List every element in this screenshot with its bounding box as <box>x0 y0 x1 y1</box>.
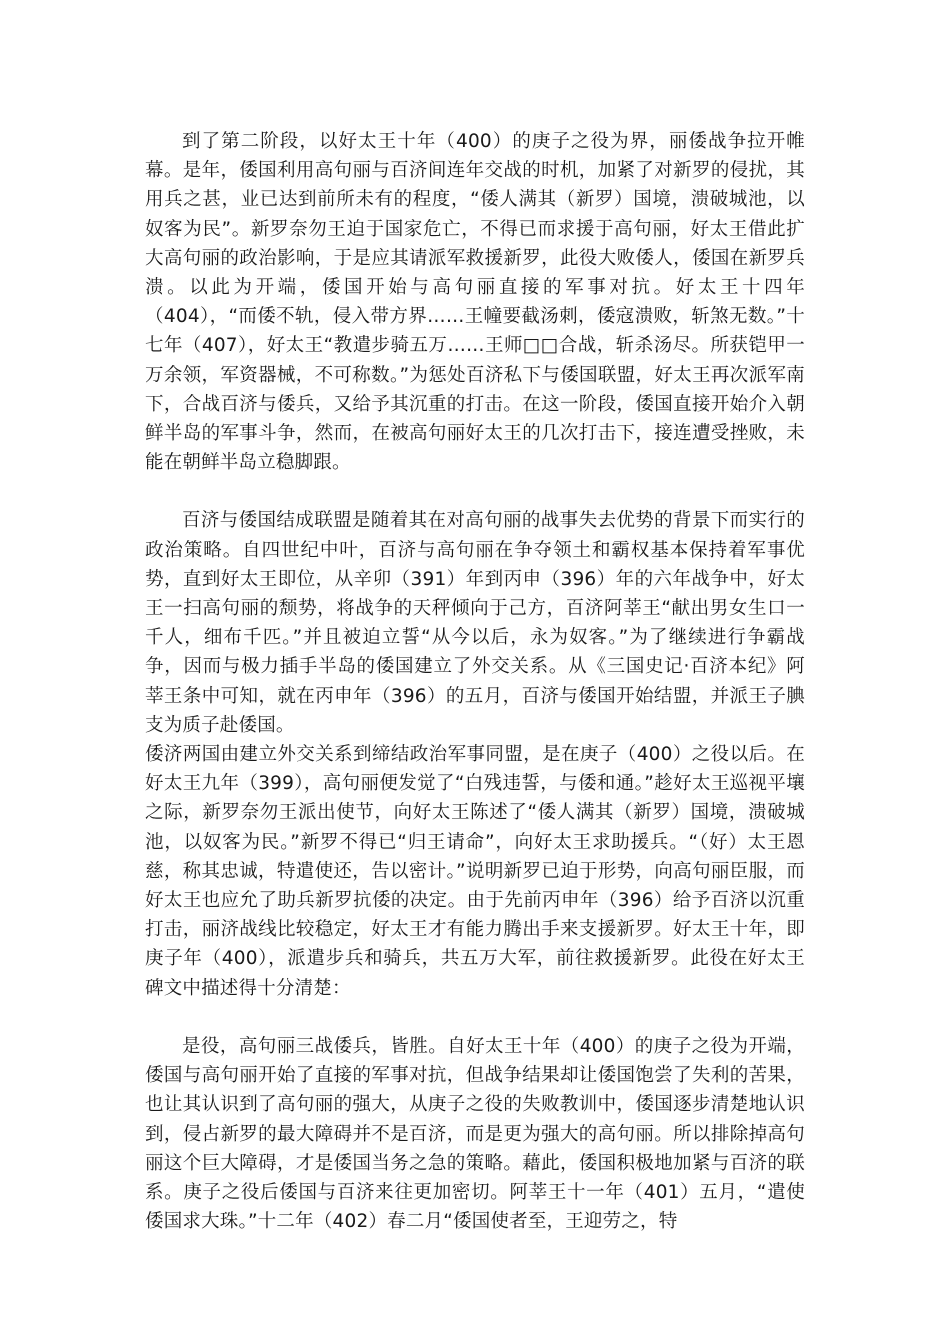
paragraph-spacer <box>145 477 805 506</box>
document-body <box>145 127 805 1236</box>
paragraph-4: 是役，高句丽三战倭兵，皆胜。自好太王十年（400）的庚子之役为开端，倭国与高句丽开始了直接的军事对抗，但战争结果却让倭国饱尝了失利的苦果，也让其认识到了高句丽的强大，从庚子之役的失败教训中，倭国逐步清楚地认识到，侵占新罗的最大障碍并不是百济，而是更为强大的高句丽。所以排除掉高句丽这个巨大障碍，才是倭国当务之急的策略。藉此，倭国积极地加紧与百济的联系。庚子之役后倭国与百济来往更加密切。阿莘王十一年（401）五月，“遣使倭国求大珠。”十二年（402）春二月“倭国使者至，王迎劳之，特 <box>145 1035 805 1233</box>
paragraph-1: 到了第二阶段，以好太王十年（400）的庚子之役为界，丽倭战争拉开帷幕。是年，倭国利用高句丽与百济间连年交战的时机，加紧了对新罗的侵扰，其用兵之甚，业已达到前所未有的程度，“倭人满其（新罗）国境，溃破城池，以奴客为民”。新罗奈勿王迫于国家危亡，不得已而求援于高句丽，好太王借此扩大高句丽的政治影响，于是应其请派军救援新罗，此役大败倭人，倭国在新罗兵溃。以此为开端，倭国开始与高句丽直接的军事对抗。好太王十四年（404），“而倭不轨，侵入带方界……王幢要截汤刺，倭寇溃败，斩煞无数。”十七年（407），好太王“教遣步骑五万……王师□□合战，斩杀汤尽。所获铠甲一万余领，军资器械，不可称数。”为惩处百济私下与倭国联盟，好太王再次派军南下，合战百济与倭兵，又给予其沉重的打击。在这一阶段，倭国直接开始介入朝鲜半岛的军事斗争，然而，在被高句丽好太王的几次打击下，接连遭受挫败，未能在朝鲜半岛立稳脚跟。 <box>145 131 805 474</box>
paragraph-2: 百济与倭国结成联盟是随着其在对高句丽的战事失去优势的背景下而实行的政治策略。自四世纪中叶，百济与高句丽在争夺领土和霸权基本保持着军事优势，直到好太王即位，从辛卯（391）年到丙申（396）年的六年战争中，好太王一扫高句丽的颓势，将战争的天秤倾向于己方，百济阿莘王“献出男女生口一千人，细布千匹。”并且被迫立誓“从今以后，永为奴客。”为了继续进行争霸战争，因而与极力插手半岛的倭国建立了外交关系。从《三国史记·百济本纪》阿莘王条中可知，就在丙申年（396）的五月，百济与倭国开始结盟，并派王子腆支为质子赴倭国。 <box>145 510 805 736</box>
paragraph-spacer <box>145 1003 805 1032</box>
paragraph-3: 倭济两国由建立外交关系到缔结政治军事同盟，是在庚子（400）之役以后。在好太王九年（399），高句丽便发觉了“白残违誓，与倭和通。”趁好太王巡视平壤之际，新罗奈勿王派出使节，向好太王陈述了“倭人满其（新罗）国境，溃破城池，以奴客为民。”新罗不得已“归王请命”，向好太王求助援兵。“（好）太王恩慈，称其忠诚，特遣使还，告以密计。”说明新罗已迫于形势，向高句丽臣服，而好太王也应允了助兵新罗抗倭的决定。由于先前丙申年（396）给予百济以沉重打击，丽济战线比较稳定，好太王才有能力腾出手来支援新罗。好太王十年，即庚子年（400），派遣步兵和骑兵，共五万大军，前往救援新罗。此役在好太王碑文中描述得十分清楚： <box>145 744 805 999</box>
